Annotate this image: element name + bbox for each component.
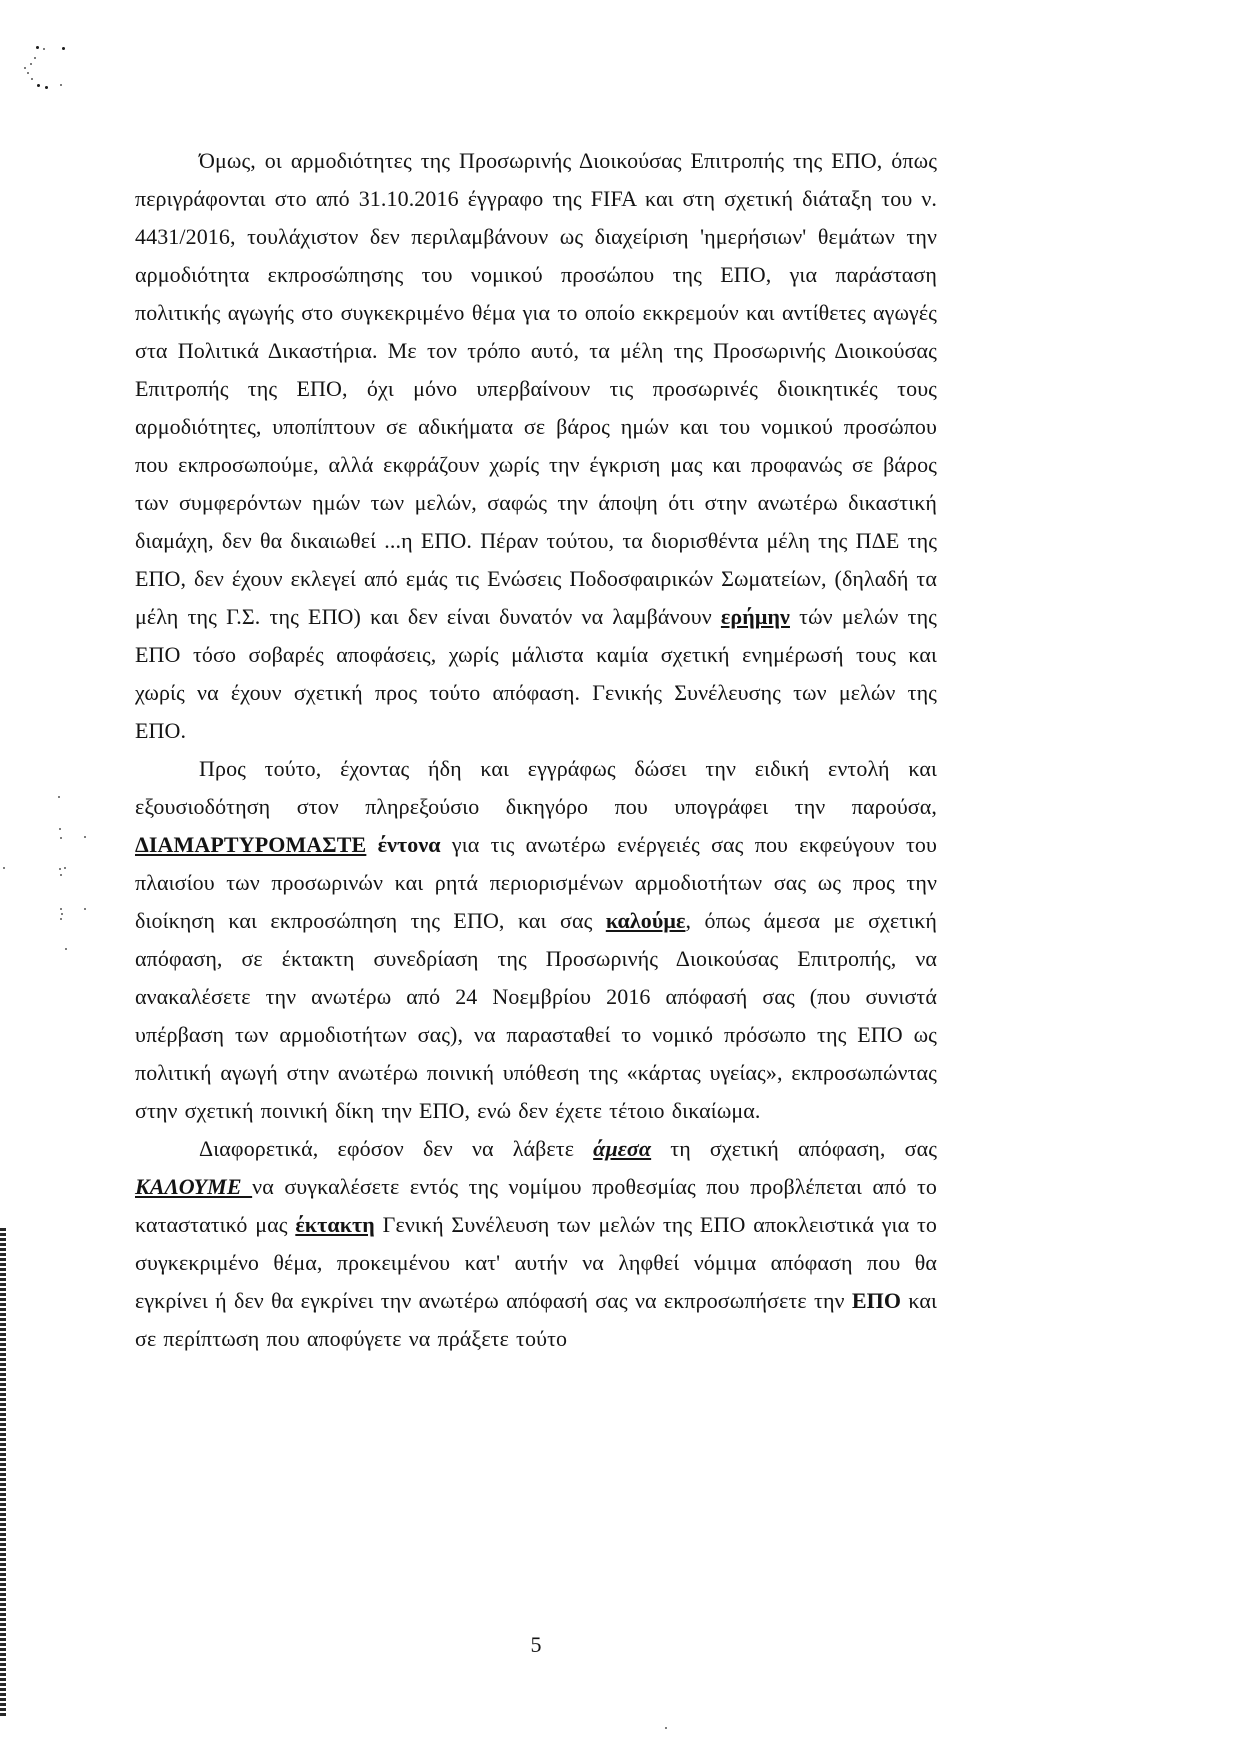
text-segment: να συγκαλέσετε εντός της νομίμου προθεσμίας που προβλέπεται από το καταστατικό μας <box>135 1174 937 1237</box>
text-segment: έντονα <box>377 832 441 857</box>
text-segment: Όμως, οι αρμοδιότητες της Προσωρινής Διοικούσας Επιτροπής της ΕΠΟ, όπως περιγράφονται στο από 31.10.2016 έγγραφο της FIFA και στη σχετική διάταξη του ν. 4431/2016, τουλάχιστον δεν περιλαμβάνουν ως διαχείριση 'ημερήσιων' θεμάτων την αρμοδιότητα εκπροσώπησης του νομικού προσώπου της ΕΠΟ, για παράσταση πολιτικής αγωγής στο συγκεκριμένο θέμα για το οποίο εκκρεμούν και αντίθετες αγωγές στα Πολιτικά Δικαστήρια. Με τον τρόπο αυτό, τα μέλη της Προσωρινής Διοικούσας Επιτροπής της ΕΠΟ, όχι μόνο υπερβαίνουν τις προσωρινές διοικητικές τους αρμοδιότητες, υποπίπτουν σε αδικήματα σε βάρος ημών και του νομικού προσώπου που εκπροσωπούμε, αλλά εκφράζουν χωρίς την έγκριση μας και προφανώς σε βάρος των συμφερόντων ημών των μελών, σαφώς την άποψη ότι στην ανωτέρω δικαστική διαμάχη, δεν θα δικαιωθεί ...η ΕΠΟ. Πέραν τούτου, τα διορισθέντα μέλη της ΠΔΕ της ΕΠΟ, δεν έχουν εκλεγεί από εμάς τις Ενώσεις Ποδοσφαιρικών Σωματείων, (δηλαδή τα μέλη της Γ.Σ. της ΕΠΟ) και δεν είναι δυνατόν να λαμβάνουν <box>135 148 937 629</box>
document-body <box>135 142 937 1358</box>
text-segment <box>366 832 377 857</box>
text-segment: Διαφορετικά, εφόσον δεν να λάβετε <box>199 1136 594 1161</box>
text-segment: έκτακτη <box>295 1212 375 1237</box>
text-segment: , όπως άμεσα με σχετική απόφαση, σε έκτακτη συνεδρίαση της Προσωρινής Διοικούσας Επιτροπής, να ανακαλέσετε την ανωτέρω από 24 Νοεμβρίου 2016 απόφασή σας (που συνιστά υπέρβαση των αρμοδιοτήτων σας), να παρασταθεί το νομικό πρόσωπο της ΕΠΟ ως πολιτική αγωγή στην ανωτέρω ποινική υπόθεση της «κάρτας υγείας», εκπροσωπώντας στην σχετική ποινική δίκη την ΕΠΟ, ενώ δεν έχετε τέτοιο δικαίωμα. <box>135 908 937 1123</box>
text-segment: για τις ανωτέρω ενέργειές σας που εκφεύγουν του πλαισίου των προσωρινών και ρητά περιορισμένων αρμοδιοτήτων σας ως προς την διοίκηση και εκπροσώπηση της ΕΠΟ, και σας <box>135 832 937 933</box>
page-number: 5 <box>530 1632 542 1657</box>
text-segment: ερήμην <box>720 604 790 629</box>
text-segment: ΔΙΑΜΑΡΤΥΡΟΜΑΣΤΕ <box>135 832 367 857</box>
paragraph-3 <box>135 1130 937 1358</box>
text-segment: και σε περίπτωση που αποφύγετε να πράξετε τούτο <box>135 1288 937 1351</box>
text-segment: ΚΑΛΟΥΜΕ <box>135 1174 253 1199</box>
text-segment: ΕΠΟ <box>851 1288 902 1313</box>
text-segment: άμεσα <box>593 1136 652 1161</box>
text-segment: Γενική Συνέλευση των μελών της ΕΠΟ αποκλειστικά για το συγκεκριμένο θέμα, προκειμένου κατ' αυτήν να ληφθεί νόμιμα απόφαση που θα εγκρίνει ή δεν θα εγκρίνει την ανωτέρω απόφασή σας να εκπροσωπήσετε την <box>135 1212 937 1313</box>
text-segment: τών μελών της ΕΠΟ τόσο σοβαρές αποφάσεις, χωρίς μάλιστα καμία σχετική ενημέρωσή τους και χωρίς να έχουν σχετική προς τούτο απόφαση. Γενικής Συνέλευσης των μελών της ΕΠΟ. <box>135 604 937 743</box>
text-segment: καλούμε <box>605 908 686 933</box>
text-segment: Προς τούτο, έχοντας ήδη και εγγράφως δώσει την ειδική εντολή και εξουσιοδότηση στον πληρεξούσιο δικηγόρο που υπογράφει την παρούσα, <box>135 756 937 819</box>
paragraph-1 <box>135 142 937 750</box>
text-segment: τη σχετική απόφαση, σας <box>651 1136 938 1161</box>
paragraph-2 <box>135 750 937 1130</box>
scanner-edge-strip <box>0 1228 6 1718</box>
